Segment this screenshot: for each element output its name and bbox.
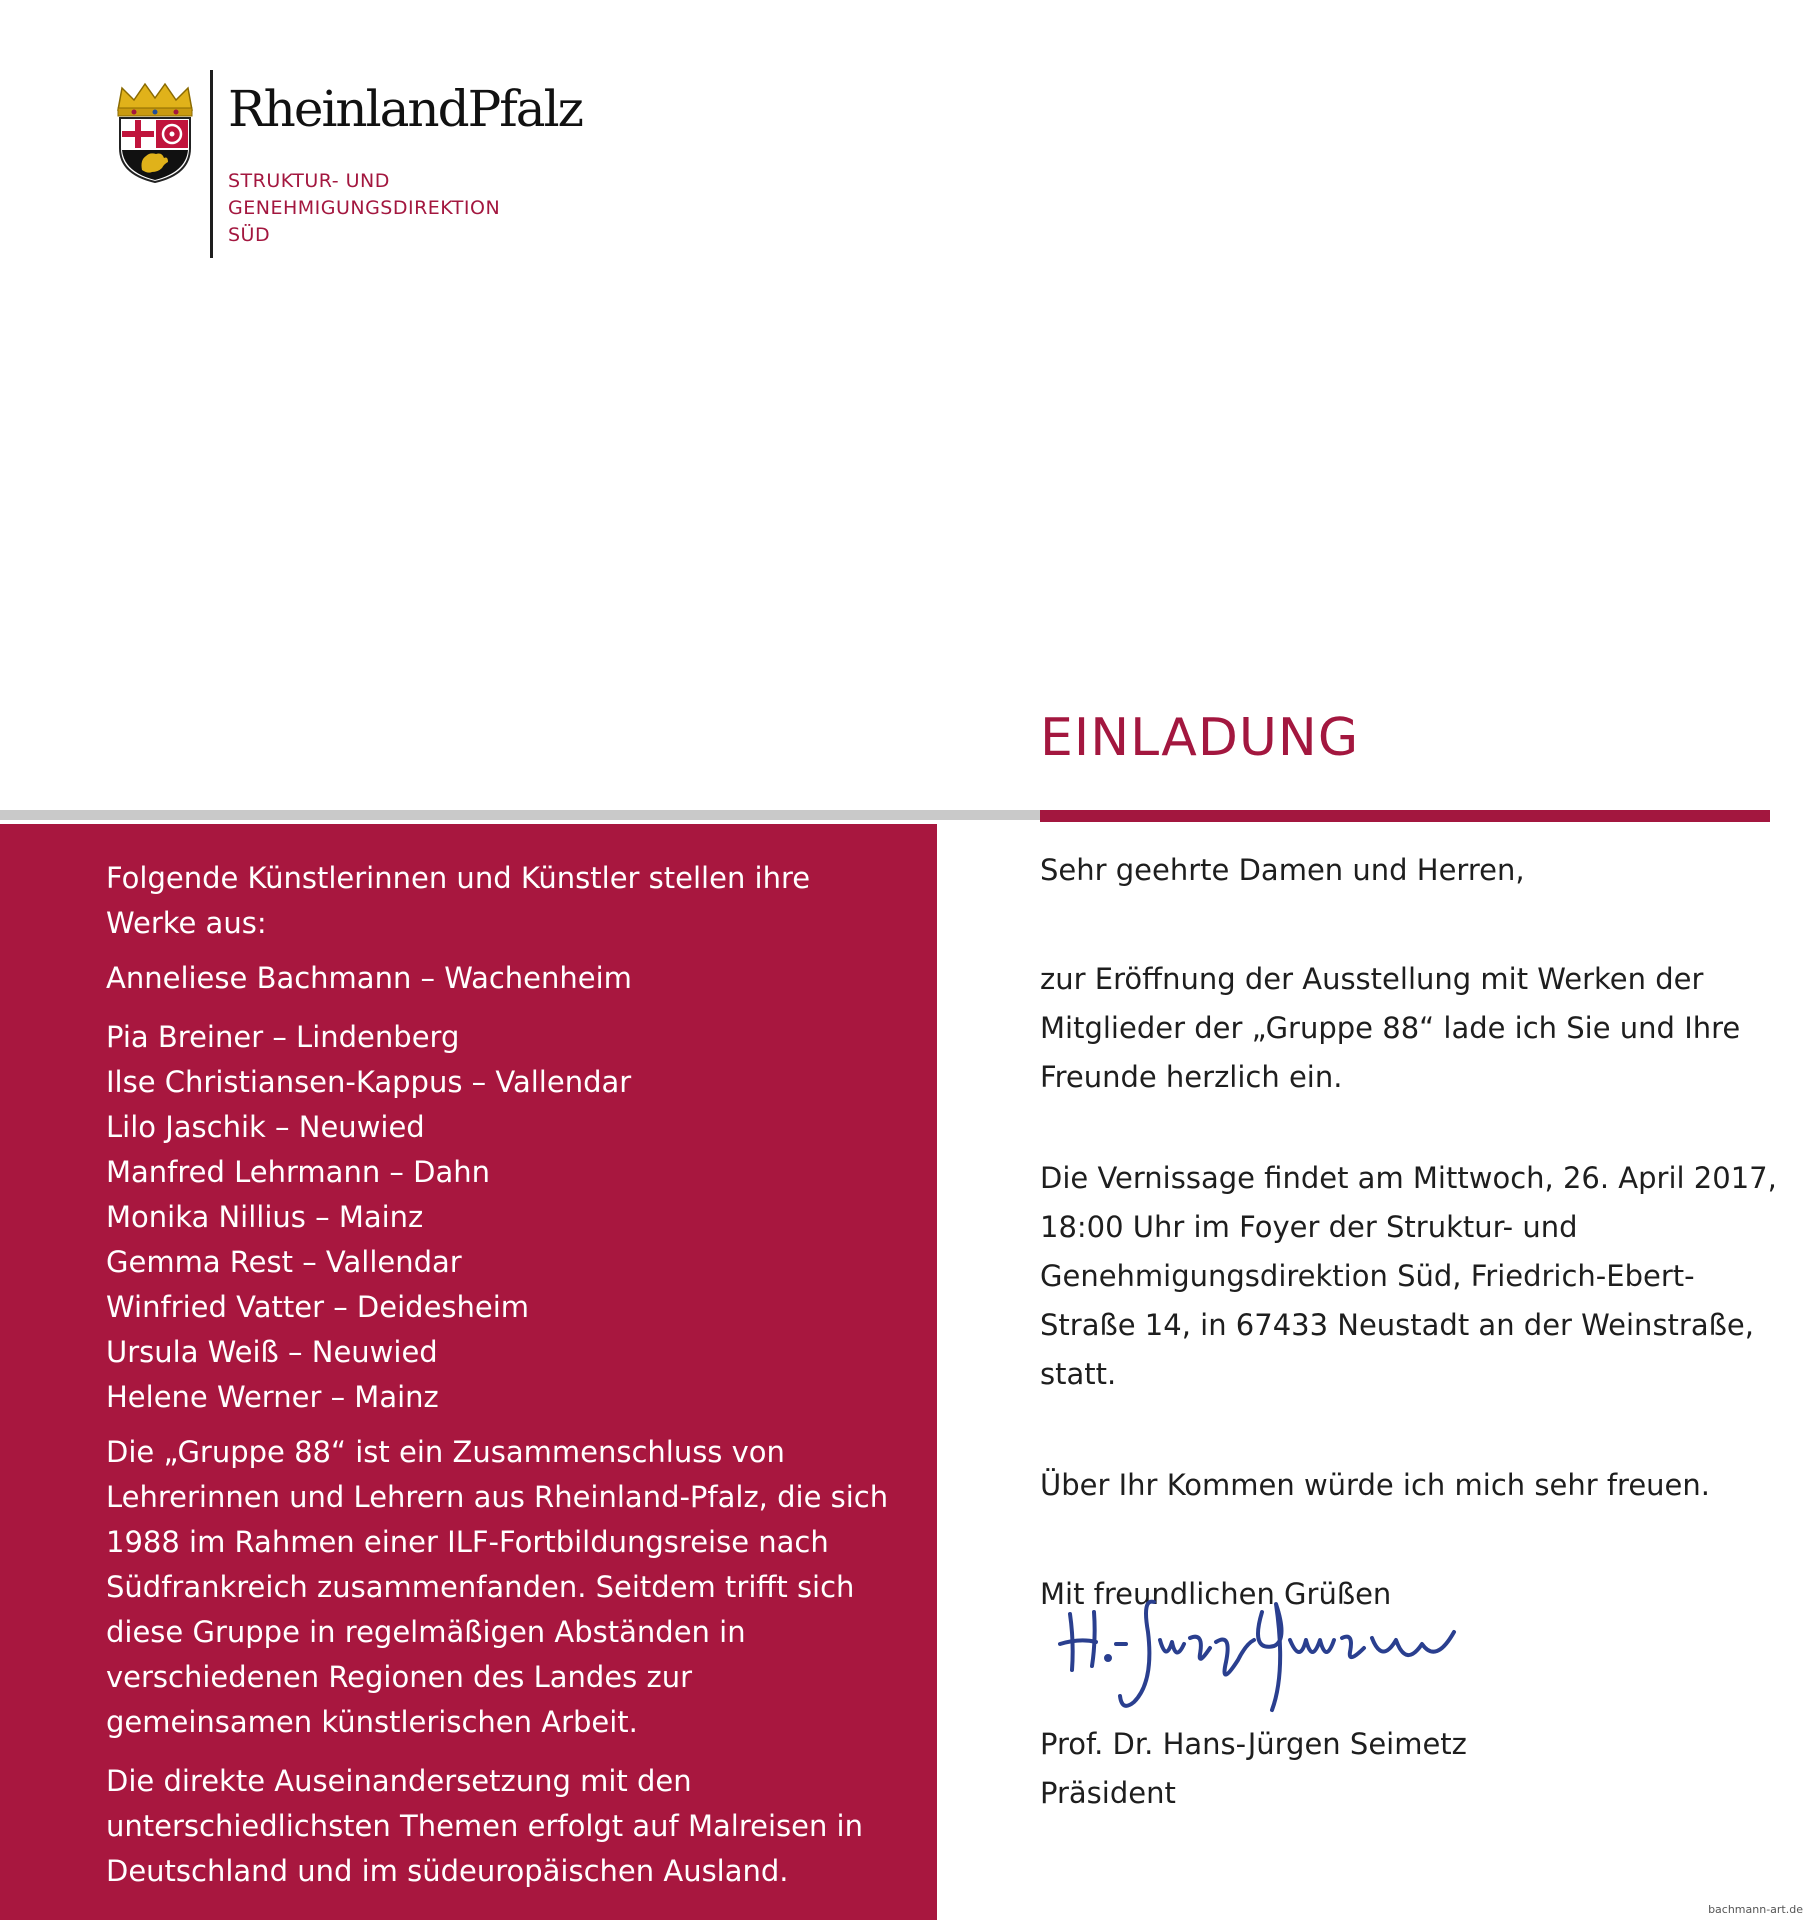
artist-item: Lilo Jaschik – Neuwied	[106, 1110, 425, 1144]
artist-item: Gemma Rest – Vallendar	[106, 1245, 462, 1279]
letter-paragraph-3: Über Ihr Kommen würde ich mich sehr freuen.	[1040, 1468, 1711, 1502]
group-description	[106, 1430, 906, 1894]
authority-line-2: GENEHMIGUNGSDIREKTION	[228, 197, 501, 219]
artist-item: Anneliese Bachmann – Wachenheim	[106, 961, 632, 995]
signer-block	[1040, 1720, 1740, 1818]
authority-line-3: SÜD	[228, 224, 271, 246]
group-description-paragraph-1: Die „Gruppe 88“ ist ein Zusammenschluss von Lehrerinnen und Lehrern aus Rheinland-Pfalz, die sich 1988 im Rahmen einer ILF-Fortbildungsreise nach Südfrankreich zusammenfanden. Seitdem trifft sich diese Gruppe in regelmäßigen Abständen in verschiedenen Regionen des Landes zur gemeinsamen künstlerischen Arbeit.	[106, 1435, 889, 1739]
artists-intro: Folgende Künstlerinnen und Künstler stellen ihre Werke aus:	[106, 861, 811, 940]
closing: Mit freundlichen Grüßen	[1040, 1577, 1392, 1611]
website-credit: bachmann-art.de	[1708, 1903, 1803, 1916]
artist-item: Pia Breiner – Lindenberg	[106, 1020, 460, 1054]
page-title: EINLADUNG	[1040, 708, 1360, 768]
grey-divider	[0, 810, 1040, 820]
artist-list	[106, 956, 906, 1420]
artist-item: Winfried Vatter – Deidesheim	[106, 1290, 530, 1324]
invitation-letter	[1040, 846, 1785, 1619]
rheinland-pfalz-wordmark: RheinlandPfalz	[228, 80, 582, 138]
artist-item: Monika Nillius – Mainz	[106, 1200, 424, 1234]
handwritten-signature	[1050, 1592, 1490, 1722]
signer-title: Präsident	[1040, 1776, 1176, 1810]
artist-item: Ursula Weiß – Neuwied	[106, 1335, 438, 1369]
salutation: Sehr geehrte Damen und Herren,	[1040, 853, 1525, 887]
artist-item: Helene Werner – Mainz	[106, 1380, 439, 1414]
artist-item: Manfred Lehrmann – Dahn	[106, 1155, 490, 1189]
letter-paragraph-1: zur Eröffnung der Ausstellung mit Werken der Mitglieder der „Gruppe 88“ lade ich Sie und Ihre Freunde herzlich ein.	[1040, 962, 1741, 1094]
artist-item: Ilse Christiansen-Kappus – Vallendar	[106, 1065, 632, 1099]
logo-divider	[210, 70, 213, 258]
signer-name: Prof. Dr. Hans-Jürgen Seimetz	[1040, 1727, 1467, 1761]
letter-paragraph-2: Die Vernissage findet am Mittwoch, 26. April 2017, 18:00 Uhr im Foyer der Struktur- und Genehmigungsdirektion Süd, Friedrich-Ebert-Straße 14, in 67433 Neustadt an der Weinstraße, statt.	[1040, 1161, 1777, 1391]
artists-panel-content	[106, 856, 906, 1908]
red-divider	[1040, 810, 1770, 822]
coat-of-arms-icon	[112, 82, 198, 184]
group-description-paragraph-2: Die direkte Auseinandersetzung mit den unterschiedlichsten Themen erfolgt auf Malreisen in Deutschland und im südeuropäischen Ausland.	[106, 1764, 863, 1888]
authority-line-1: STRUKTUR- UND	[228, 170, 390, 192]
authority-name	[228, 168, 500, 249]
